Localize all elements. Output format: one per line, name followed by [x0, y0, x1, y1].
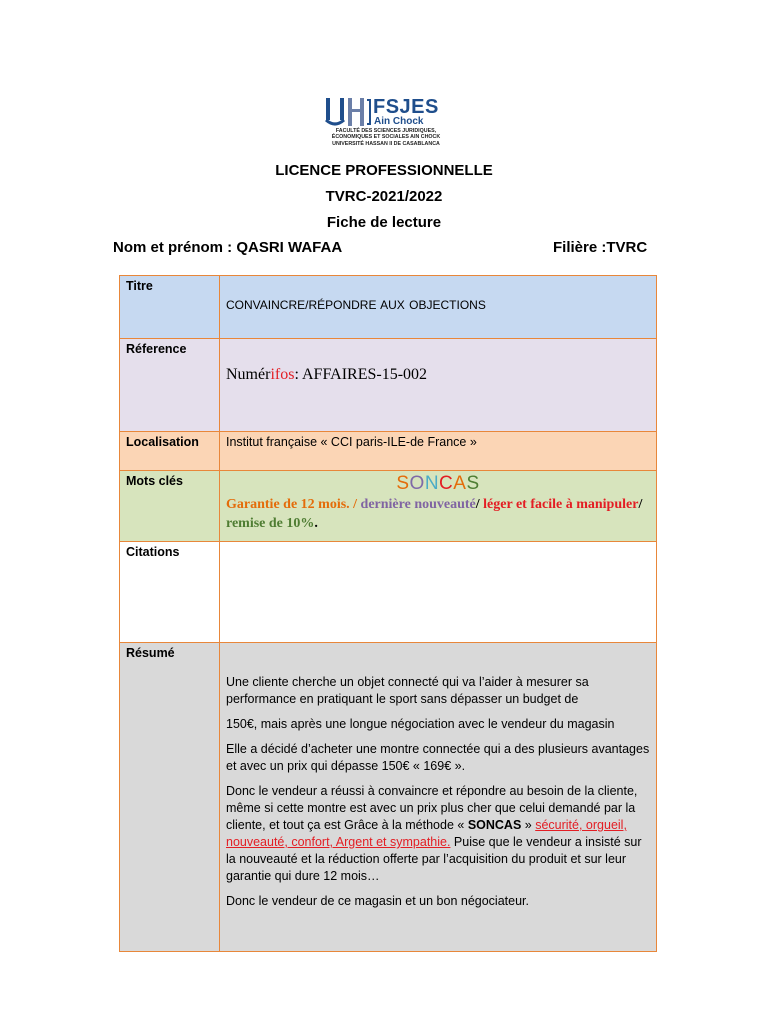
row-citations — [120, 542, 657, 643]
keyword-sep: / — [475, 497, 484, 512]
logo-brand: FSJES — [373, 96, 439, 118]
heading-licence: LICENCE PROFESSIONNELLE — [275, 162, 493, 179]
logo-institution-lines — [320, 128, 452, 147]
logo-line: ÉCONOMIQUES ET SOCIALES AIN CHOCK — [331, 134, 441, 141]
logo-subtitle: Ain Chock — [374, 116, 424, 127]
mots-cles-text — [220, 495, 656, 533]
uh2c-emblem-icon — [324, 96, 372, 128]
row-mots-cles — [120, 471, 657, 542]
filiere: Filière :TVRC — [553, 239, 648, 256]
resume-paragraph — [226, 783, 650, 885]
resume-paragraph: Donc le vendeur de ce magasin et un bon négociateur. — [226, 894, 529, 908]
label-reference: Réference — [120, 339, 220, 432]
value-mots-cles — [220, 471, 657, 542]
value-resume — [220, 643, 657, 952]
resume-paragraph: Elle a décidé d’acheter une montre connectée qui a des plusieurs avantages et avec un prix qui dépasse 150€ « 169€ ». — [226, 742, 650, 773]
label-resume: Résumé — [120, 643, 220, 952]
resume-paragraph: 150€, mais après une longue négociation avec le vendeur du magasin — [226, 717, 615, 731]
keyword-nouveaute: dernière nouveauté — [357, 497, 476, 512]
soncas-letter: S — [396, 473, 410, 494]
soncas-title — [220, 471, 656, 495]
resume-span: Puise que le vendeur a insisté sur la nouveauté et la réduction offerte par l’acquisition du produit et sur leur garantie qui dure 12 mois… — [226, 835, 642, 883]
soncas-letter: O — [409, 473, 425, 494]
row-resume — [120, 643, 657, 952]
keyword-leger: léger et facile à manipuler — [483, 497, 639, 512]
keyword-sep: / — [638, 497, 643, 512]
heading-fiche: Fiche de lecture — [326, 214, 442, 231]
label-titre: Titre — [120, 276, 220, 339]
ref-value: : AFFAIRES-15-002 — [294, 366, 428, 383]
keyword-end: . — [314, 516, 318, 531]
university-logo — [324, 96, 448, 154]
logo-line: FACULTÉ DES SCIENCES JURIDIQUES, — [335, 128, 437, 134]
ref-prefix: Numér — [226, 366, 271, 383]
row-reference — [120, 339, 657, 432]
resume-span: Donc le vendeur a réussi à convaincre et répondre au besoin de la cliente, même si cette montre est avec un prix plus cher que celui demandé par la cliente, et tout ça est Grâce à la méthode « — [226, 784, 638, 832]
resume-text — [220, 643, 656, 910]
row-titre — [120, 276, 657, 339]
titre-text: CONVAINCRE/RÉPONDRE AUX OBJECTIONS — [226, 298, 486, 312]
localisation-text: Institut française « CCI paris-ILE-de France » — [226, 435, 477, 449]
value-citations — [220, 542, 657, 643]
label-citations: Citations — [120, 542, 220, 643]
value-titre — [220, 276, 657, 339]
label-localisation: Localisation — [120, 432, 220, 471]
ref-red: ifos — [270, 366, 295, 383]
reference-text — [220, 339, 656, 384]
soncas-letter: S — [466, 473, 480, 494]
keyword-garantie: Garantie de 12 mois. / — [226, 497, 358, 512]
label-mots-cles: Mots clés — [120, 471, 220, 542]
resume-soncas-words: sécurité, orgueil, nouveauté, confort, Argent et sympathie. — [226, 818, 627, 849]
resume-paragraph: Une cliente cherche un objet connecté qui va l’aider à mesurer sa performance en pratiquant le sport sans dépasser un budget de — [226, 675, 589, 706]
resume-soncas-bold: SONCAS — [467, 818, 522, 832]
soncas-letter: N — [424, 473, 440, 494]
soncas-letter: C — [439, 473, 454, 494]
value-reference — [220, 339, 657, 432]
row-localisation — [120, 432, 657, 471]
heading-year: TVRC-2021/2022 — [325, 188, 443, 205]
value-localisation — [220, 432, 657, 471]
logo-line: UNIVERSITÉ HASSAN II DE CASABLANCA — [332, 140, 440, 147]
keyword-remise: remise de 10% — [226, 516, 315, 531]
student-name: Nom et prénom : QASRI WAFAA — [113, 239, 343, 256]
resume-span: » — [521, 818, 532, 832]
soncas-letter: A — [453, 473, 467, 494]
fiche-table — [119, 275, 657, 952]
